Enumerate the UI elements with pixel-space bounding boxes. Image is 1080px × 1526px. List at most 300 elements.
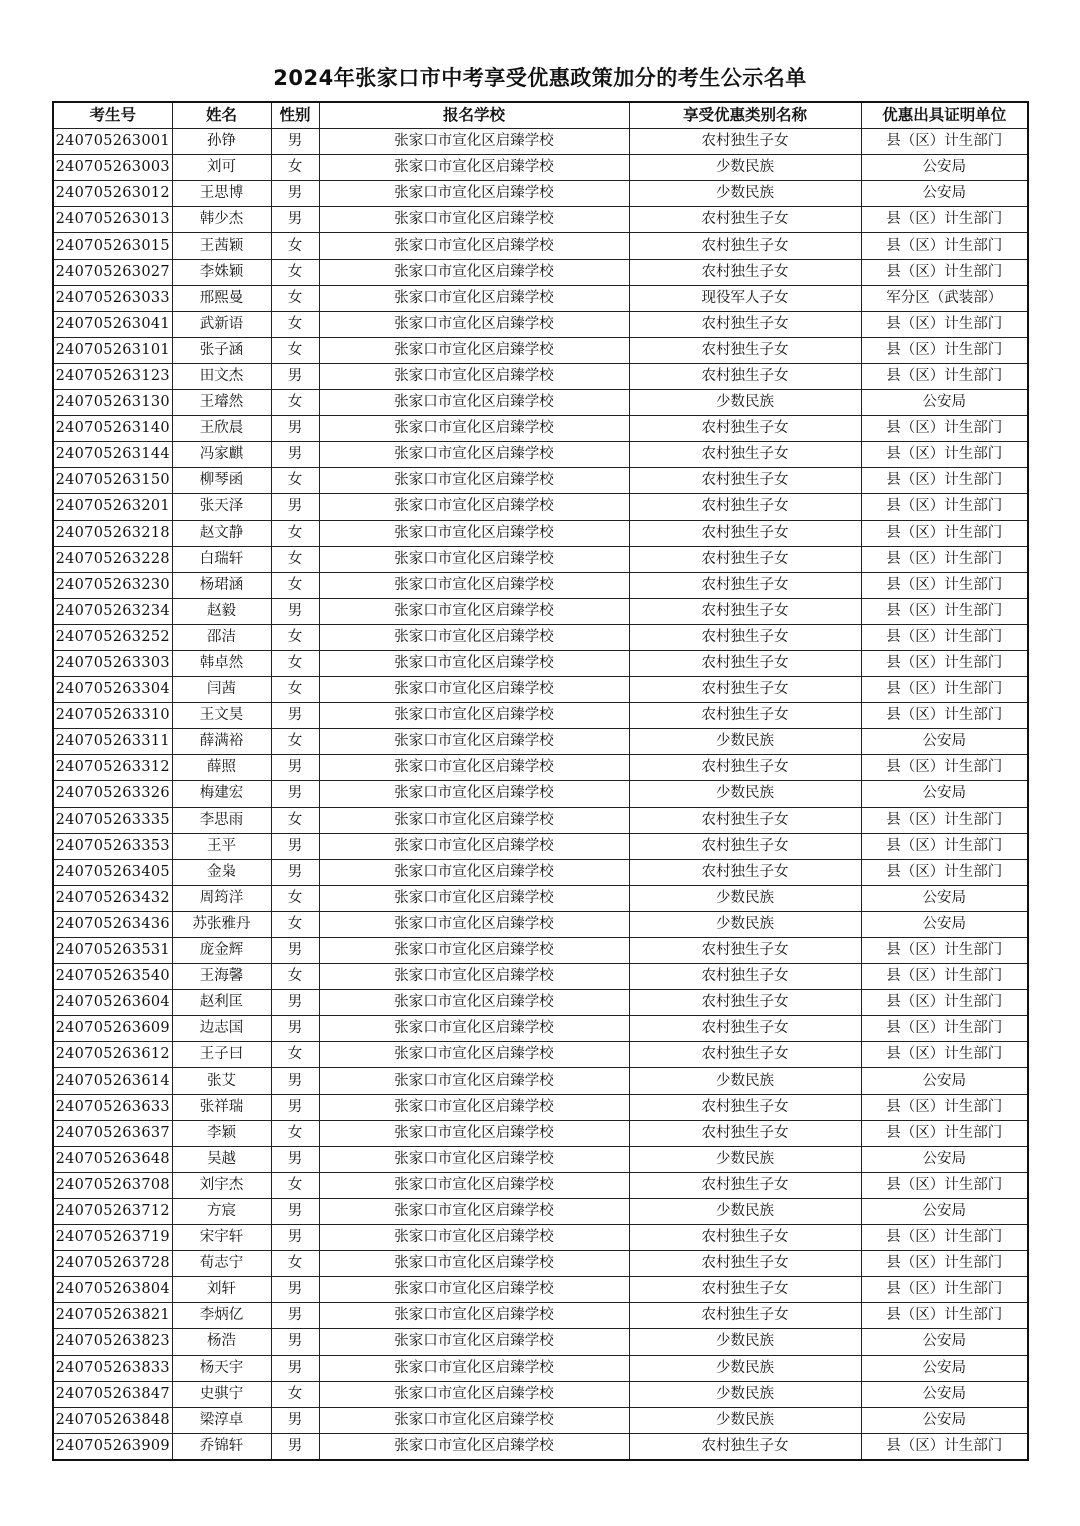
exam-id-cell: 240705263728 — [53, 1251, 172, 1277]
name-cell: 王平 — [172, 833, 271, 859]
school-cell: 张家口市宣化区启臻学校 — [319, 624, 629, 650]
school-cell: 张家口市宣化区启臻学校 — [319, 677, 629, 703]
school-cell: 张家口市宣化区启臻学校 — [319, 598, 629, 624]
policy-category-cell: 农村独生子女 — [629, 546, 861, 572]
certifying-unit-cell: 县（区）计生部门 — [861, 1277, 1028, 1303]
certifying-unit-cell: 县（区）计生部门 — [861, 755, 1028, 781]
gender-cell: 男 — [271, 1407, 319, 1433]
name-cell: 孙铮 — [172, 129, 271, 155]
name-cell: 刘宇杰 — [172, 1172, 271, 1198]
name-cell: 杨浩 — [172, 1329, 271, 1355]
school-cell: 张家口市宣化区启臻学校 — [319, 885, 629, 911]
exam-id-cell: 240705263012 — [53, 181, 172, 207]
name-cell: 梅建宏 — [172, 781, 271, 807]
page-title: 2024年张家口市中考享受优惠政策加分的考生公示名单 — [273, 66, 807, 90]
policy-category-cell: 农村独生子女 — [629, 1094, 861, 1120]
certifying-unit-cell: 县（区）计生部门 — [861, 207, 1028, 233]
policy-category-cell: 农村独生子女 — [629, 468, 861, 494]
exam-id-cell: 240705263804 — [53, 1277, 172, 1303]
name-cell: 李思雨 — [172, 807, 271, 833]
gender-cell: 男 — [271, 1198, 319, 1224]
certifying-unit-cell: 公安局 — [861, 155, 1028, 181]
table-row — [53, 990, 1028, 1016]
exam-id-cell: 240705263150 — [53, 468, 172, 494]
name-cell: 韩少杰 — [172, 207, 271, 233]
gender-cell: 男 — [271, 416, 319, 442]
school-cell: 张家口市宣化区启臻学校 — [319, 729, 629, 755]
name-cell: 李姝颖 — [172, 259, 271, 285]
header-policy-category: 享受优惠类别名称 — [629, 102, 861, 129]
name-cell: 方宸 — [172, 1198, 271, 1224]
gender-cell: 女 — [271, 259, 319, 285]
table-row — [53, 1120, 1028, 1146]
certifying-unit-cell: 县（区）计生部门 — [861, 1016, 1028, 1042]
gender-cell: 女 — [271, 911, 319, 937]
gender-cell: 男 — [271, 755, 319, 781]
policy-category-cell: 少数民族 — [629, 781, 861, 807]
gender-cell: 男 — [271, 363, 319, 389]
header-gender: 性别 — [271, 102, 319, 129]
certifying-unit-cell: 公安局 — [861, 1355, 1028, 1381]
table-row — [53, 624, 1028, 650]
school-cell: 张家口市宣化区启臻学校 — [319, 859, 629, 885]
table-row — [53, 1355, 1028, 1381]
school-cell: 张家口市宣化区启臻学校 — [319, 468, 629, 494]
school-cell: 张家口市宣化区启臻学校 — [319, 207, 629, 233]
exam-id-cell: 240705263027 — [53, 259, 172, 285]
name-cell: 王欣晨 — [172, 416, 271, 442]
gender-cell: 女 — [271, 624, 319, 650]
policy-category-cell: 农村独生子女 — [629, 703, 861, 729]
gender-cell: 男 — [271, 1355, 319, 1381]
certifying-unit-cell: 县（区）计生部门 — [861, 1094, 1028, 1120]
certifying-unit-cell: 公安局 — [861, 181, 1028, 207]
table-row — [53, 677, 1028, 703]
policy-category-cell: 农村独生子女 — [629, 859, 861, 885]
school-cell: 张家口市宣化区启臻学校 — [319, 363, 629, 389]
certifying-unit-cell: 公安局 — [861, 1407, 1028, 1433]
policy-category-cell: 农村独生子女 — [629, 990, 861, 1016]
exam-id-cell: 240705263123 — [53, 363, 172, 389]
certifying-unit-cell: 县（区）计生部门 — [861, 964, 1028, 990]
school-cell: 张家口市宣化区启臻学校 — [319, 1277, 629, 1303]
name-cell: 张子涵 — [172, 337, 271, 363]
certifying-unit-cell: 公安局 — [861, 911, 1028, 937]
certifying-unit-cell: 公安局 — [861, 1146, 1028, 1172]
policy-category-cell: 农村独生子女 — [629, 624, 861, 650]
exam-id-cell: 240705263335 — [53, 807, 172, 833]
exam-id-cell: 240705263353 — [53, 833, 172, 859]
certifying-unit-cell: 县（区）计生部门 — [861, 1303, 1028, 1329]
school-cell: 张家口市宣化区启臻学校 — [319, 964, 629, 990]
name-cell: 梁淳卓 — [172, 1407, 271, 1433]
certifying-unit-cell: 县（区）计生部门 — [861, 233, 1028, 259]
table-row — [53, 1329, 1028, 1355]
table-row — [53, 964, 1028, 990]
candidate-table — [52, 101, 1029, 1461]
table-row — [53, 572, 1028, 598]
table-row — [53, 833, 1028, 859]
name-cell: 史骐宁 — [172, 1381, 271, 1407]
school-cell: 张家口市宣化区启臻学校 — [319, 833, 629, 859]
school-cell: 张家口市宣化区启臻学校 — [319, 1355, 629, 1381]
name-cell: 冯家麒 — [172, 442, 271, 468]
gender-cell: 男 — [271, 703, 319, 729]
exam-id-cell: 240705263001 — [53, 129, 172, 155]
table-row — [53, 259, 1028, 285]
school-cell: 张家口市宣化区启臻学校 — [319, 233, 629, 259]
school-cell: 张家口市宣化区启臻学校 — [319, 1120, 629, 1146]
policy-category-cell: 农村独生子女 — [629, 1433, 861, 1460]
name-cell: 张艾 — [172, 1068, 271, 1094]
certifying-unit-cell: 公安局 — [861, 781, 1028, 807]
certifying-unit-cell: 县（区）计生部门 — [861, 494, 1028, 520]
policy-category-cell: 农村独生子女 — [629, 650, 861, 676]
gender-cell: 女 — [271, 729, 319, 755]
policy-category-cell: 少数民族 — [629, 155, 861, 181]
name-cell: 李炳亿 — [172, 1303, 271, 1329]
gender-cell: 男 — [271, 990, 319, 1016]
policy-category-cell: 农村独生子女 — [629, 833, 861, 859]
name-cell: 杨珺涵 — [172, 572, 271, 598]
policy-category-cell: 农村独生子女 — [629, 233, 861, 259]
name-cell: 周筠洋 — [172, 885, 271, 911]
policy-category-cell: 农村独生子女 — [629, 677, 861, 703]
policy-category-cell: 少数民族 — [629, 181, 861, 207]
gender-cell: 男 — [271, 781, 319, 807]
policy-category-cell: 农村独生子女 — [629, 1120, 861, 1146]
table-row — [53, 233, 1028, 259]
school-cell: 张家口市宣化区启臻学校 — [319, 259, 629, 285]
certifying-unit-cell: 县（区）计生部门 — [861, 311, 1028, 337]
certifying-unit-cell: 县（区）计生部门 — [861, 1433, 1028, 1460]
name-cell: 邵洁 — [172, 624, 271, 650]
school-cell: 张家口市宣化区启臻学校 — [319, 390, 629, 416]
exam-id-cell: 240705263140 — [53, 416, 172, 442]
name-cell: 李颖 — [172, 1120, 271, 1146]
school-cell: 张家口市宣化区启臻学校 — [319, 442, 629, 468]
table-row — [53, 911, 1028, 937]
exam-id-cell: 240705263312 — [53, 755, 172, 781]
school-cell: 张家口市宣化区启臻学校 — [319, 1016, 629, 1042]
gender-cell: 男 — [271, 1303, 319, 1329]
exam-id-cell: 240705263833 — [53, 1355, 172, 1381]
exam-id-cell: 240705263033 — [53, 285, 172, 311]
policy-category-cell: 农村独生子女 — [629, 416, 861, 442]
exam-id-cell: 240705263101 — [53, 337, 172, 363]
exam-id-cell: 240705263310 — [53, 703, 172, 729]
gender-cell: 男 — [271, 859, 319, 885]
school-cell: 张家口市宣化区启臻学校 — [319, 181, 629, 207]
certifying-unit-cell: 县（区）计生部门 — [861, 1042, 1028, 1068]
gender-cell: 男 — [271, 1277, 319, 1303]
table-row — [53, 1042, 1028, 1068]
certifying-unit-cell: 县（区）计生部门 — [861, 1120, 1028, 1146]
exam-id-cell: 240705263304 — [53, 677, 172, 703]
exam-id-cell: 240705263612 — [53, 1042, 172, 1068]
table-row — [53, 1016, 1028, 1042]
name-cell: 刘可 — [172, 155, 271, 181]
exam-id-cell: 240705263637 — [53, 1120, 172, 1146]
name-cell: 王文昊 — [172, 703, 271, 729]
school-cell: 张家口市宣化区启臻学校 — [319, 807, 629, 833]
policy-category-cell: 农村独生子女 — [629, 494, 861, 520]
policy-category-cell: 少数民族 — [629, 1407, 861, 1433]
header-name: 姓名 — [172, 102, 271, 129]
table-row — [53, 885, 1028, 911]
certifying-unit-cell: 县（区）计生部门 — [861, 129, 1028, 155]
gender-cell: 男 — [271, 494, 319, 520]
exam-id-cell: 240705263823 — [53, 1329, 172, 1355]
exam-id-cell: 240705263432 — [53, 885, 172, 911]
gender-cell: 男 — [271, 442, 319, 468]
policy-category-cell: 少数民族 — [629, 1068, 861, 1094]
exam-id-cell: 240705263848 — [53, 1407, 172, 1433]
school-cell: 张家口市宣化区启臻学校 — [319, 155, 629, 181]
school-cell: 张家口市宣化区启臻学校 — [319, 650, 629, 676]
policy-category-cell: 农村独生子女 — [629, 938, 861, 964]
policy-category-cell: 农村独生子女 — [629, 598, 861, 624]
exam-id-cell: 240705263847 — [53, 1381, 172, 1407]
name-cell: 张祥瑞 — [172, 1094, 271, 1120]
gender-cell: 女 — [271, 390, 319, 416]
table-row — [53, 1433, 1028, 1460]
certifying-unit-cell: 县（区）计生部门 — [861, 337, 1028, 363]
table-row — [53, 1225, 1028, 1251]
table-row — [53, 1172, 1028, 1198]
policy-category-cell: 农村独生子女 — [629, 337, 861, 363]
table-row — [53, 729, 1028, 755]
certifying-unit-cell: 县（区）计生部门 — [861, 677, 1028, 703]
header-school: 报名学校 — [319, 102, 629, 129]
policy-category-cell: 少数民族 — [629, 390, 861, 416]
certifying-unit-cell: 县（区）计生部门 — [861, 546, 1028, 572]
table-row — [53, 1094, 1028, 1120]
exam-id-cell: 240705263719 — [53, 1225, 172, 1251]
table-row — [53, 494, 1028, 520]
gender-cell: 男 — [271, 129, 319, 155]
name-cell: 韩卓然 — [172, 650, 271, 676]
certifying-unit-cell: 县（区）计生部门 — [861, 1225, 1028, 1251]
exam-id-cell: 240705263326 — [53, 781, 172, 807]
name-cell: 赵利匡 — [172, 990, 271, 1016]
gender-cell: 女 — [271, 1172, 319, 1198]
name-cell: 田文杰 — [172, 363, 271, 389]
name-cell: 苏张雅丹 — [172, 911, 271, 937]
header-exam-id: 考生号 — [53, 102, 172, 129]
school-cell: 张家口市宣化区启臻学校 — [319, 1146, 629, 1172]
table-body — [53, 129, 1028, 1460]
name-cell: 刘轩 — [172, 1277, 271, 1303]
policy-category-cell: 农村独生子女 — [629, 207, 861, 233]
gender-cell: 女 — [271, 964, 319, 990]
policy-category-cell: 少数民族 — [629, 1381, 861, 1407]
exam-id-cell: 240705263013 — [53, 207, 172, 233]
certifying-unit-cell: 公安局 — [861, 1381, 1028, 1407]
certifying-unit-cell: 公安局 — [861, 1198, 1028, 1224]
gender-cell: 女 — [271, 677, 319, 703]
certifying-unit-cell: 县（区）计生部门 — [861, 598, 1028, 624]
name-cell: 乔锦轩 — [172, 1433, 271, 1460]
name-cell: 赵文静 — [172, 520, 271, 546]
certifying-unit-cell: 县（区）计生部门 — [861, 703, 1028, 729]
table-row — [53, 859, 1028, 885]
exam-id-cell: 240705263531 — [53, 938, 172, 964]
gender-cell: 女 — [271, 1120, 319, 1146]
name-cell: 宋宇轩 — [172, 1225, 271, 1251]
policy-category-cell: 农村独生子女 — [629, 129, 861, 155]
name-cell: 王茜颖 — [172, 233, 271, 259]
gender-cell: 女 — [271, 1251, 319, 1277]
gender-cell: 男 — [271, 833, 319, 859]
certifying-unit-cell: 公安局 — [861, 885, 1028, 911]
exam-id-cell: 240705263712 — [53, 1198, 172, 1224]
exam-id-cell: 240705263144 — [53, 442, 172, 468]
table-row — [53, 755, 1028, 781]
gender-cell: 女 — [271, 572, 319, 598]
exam-id-cell: 240705263234 — [53, 598, 172, 624]
certifying-unit-cell: 县（区）计生部门 — [861, 624, 1028, 650]
school-cell: 张家口市宣化区启臻学校 — [319, 1042, 629, 1068]
table-row — [53, 1198, 1028, 1224]
gender-cell: 女 — [271, 1381, 319, 1407]
policy-category-cell: 农村独生子女 — [629, 363, 861, 389]
table-row — [53, 468, 1028, 494]
table-row — [53, 416, 1028, 442]
school-cell: 张家口市宣化区启臻学校 — [319, 1094, 629, 1120]
exam-id-cell: 240705263708 — [53, 1172, 172, 1198]
school-cell: 张家口市宣化区启臻学校 — [319, 1225, 629, 1251]
exam-id-cell: 240705263015 — [53, 233, 172, 259]
school-cell: 张家口市宣化区启臻学校 — [319, 1198, 629, 1224]
policy-category-cell: 少数民族 — [629, 729, 861, 755]
gender-cell: 男 — [271, 207, 319, 233]
exam-id-cell: 240705263041 — [53, 311, 172, 337]
school-cell: 张家口市宣化区启臻学校 — [319, 938, 629, 964]
gender-cell: 女 — [271, 885, 319, 911]
exam-id-cell: 240705263405 — [53, 859, 172, 885]
school-cell: 张家口市宣化区启臻学校 — [319, 1329, 629, 1355]
certifying-unit-cell: 县（区）计生部门 — [861, 259, 1028, 285]
exam-id-cell: 240705263648 — [53, 1146, 172, 1172]
table-row — [53, 442, 1028, 468]
certifying-unit-cell: 县（区）计生部门 — [861, 416, 1028, 442]
gender-cell: 女 — [271, 233, 319, 259]
table-row — [53, 520, 1028, 546]
certifying-unit-cell: 公安局 — [861, 1329, 1028, 1355]
gender-cell: 男 — [271, 1146, 319, 1172]
gender-cell: 女 — [271, 155, 319, 181]
policy-category-cell: 少数民族 — [629, 1355, 861, 1381]
policy-category-cell: 农村独生子女 — [629, 1016, 861, 1042]
table-row — [53, 781, 1028, 807]
certifying-unit-cell: 县（区）计生部门 — [861, 859, 1028, 885]
gender-cell: 男 — [271, 598, 319, 624]
gender-cell: 女 — [271, 468, 319, 494]
name-cell: 王子曰 — [172, 1042, 271, 1068]
table-row — [53, 181, 1028, 207]
school-cell: 张家口市宣化区启臻学校 — [319, 755, 629, 781]
gender-cell: 女 — [271, 807, 319, 833]
school-cell: 张家口市宣化区启臻学校 — [319, 911, 629, 937]
table-row — [53, 938, 1028, 964]
exam-id-cell: 240705263201 — [53, 494, 172, 520]
exam-id-cell: 240705263218 — [53, 520, 172, 546]
policy-category-cell: 少数民族 — [629, 1198, 861, 1224]
certifying-unit-cell: 县（区）计生部门 — [861, 442, 1028, 468]
gender-cell: 男 — [271, 938, 319, 964]
school-cell: 张家口市宣化区启臻学校 — [319, 337, 629, 363]
school-cell: 张家口市宣化区启臻学校 — [319, 990, 629, 1016]
name-cell: 王璿然 — [172, 390, 271, 416]
certifying-unit-cell: 县（区）计生部门 — [861, 938, 1028, 964]
certifying-unit-cell: 军分区（武装部） — [861, 285, 1028, 311]
policy-category-cell: 农村独生子女 — [629, 1225, 861, 1251]
exam-id-cell: 240705263230 — [53, 572, 172, 598]
school-cell: 张家口市宣化区启臻学校 — [319, 416, 629, 442]
table-row — [53, 650, 1028, 676]
certifying-unit-cell: 县（区）计生部门 — [861, 363, 1028, 389]
gender-cell: 女 — [271, 546, 319, 572]
exam-id-cell: 240705263252 — [53, 624, 172, 650]
school-cell: 张家口市宣化区启臻学校 — [319, 285, 629, 311]
table-row — [53, 703, 1028, 729]
policy-category-cell: 农村独生子女 — [629, 572, 861, 598]
policy-category-cell: 少数民族 — [629, 885, 861, 911]
table-row — [53, 337, 1028, 363]
school-cell: 张家口市宣化区启臻学校 — [319, 520, 629, 546]
table-row — [53, 1407, 1028, 1433]
certifying-unit-cell: 公安局 — [861, 729, 1028, 755]
school-cell: 张家口市宣化区启臻学校 — [319, 572, 629, 598]
certifying-unit-cell: 县（区）计生部门 — [861, 1172, 1028, 1198]
certifying-unit-cell: 县（区）计生部门 — [861, 1251, 1028, 1277]
policy-category-cell: 农村独生子女 — [629, 442, 861, 468]
school-cell: 张家口市宣化区启臻学校 — [319, 1172, 629, 1198]
school-cell: 张家口市宣化区启臻学校 — [319, 781, 629, 807]
table-row — [53, 390, 1028, 416]
policy-category-cell: 少数民族 — [629, 1329, 861, 1355]
gender-cell: 男 — [271, 181, 319, 207]
exam-id-cell: 240705263130 — [53, 390, 172, 416]
table-row — [53, 363, 1028, 389]
name-cell: 王思博 — [172, 181, 271, 207]
policy-category-cell: 农村独生子女 — [629, 1251, 861, 1277]
table-row — [53, 129, 1028, 155]
exam-id-cell: 240705263303 — [53, 650, 172, 676]
school-cell: 张家口市宣化区启臻学校 — [319, 1407, 629, 1433]
gender-cell: 男 — [271, 1094, 319, 1120]
table-row — [53, 1381, 1028, 1407]
certifying-unit-cell: 县（区）计生部门 — [861, 807, 1028, 833]
policy-category-cell: 农村独生子女 — [629, 1277, 861, 1303]
name-cell: 邢熙曼 — [172, 285, 271, 311]
gender-cell: 女 — [271, 337, 319, 363]
name-cell: 白瑞轩 — [172, 546, 271, 572]
name-cell: 武新语 — [172, 311, 271, 337]
table-row — [53, 807, 1028, 833]
school-cell: 张家口市宣化区启臻学校 — [319, 1068, 629, 1094]
school-cell: 张家口市宣化区启臻学校 — [319, 129, 629, 155]
school-cell: 张家口市宣化区启臻学校 — [319, 494, 629, 520]
exam-id-cell: 240705263003 — [53, 155, 172, 181]
exam-id-cell: 240705263614 — [53, 1068, 172, 1094]
name-cell: 杨天宇 — [172, 1355, 271, 1381]
table-row — [53, 311, 1028, 337]
name-cell: 薛照 — [172, 755, 271, 781]
policy-category-cell: 农村独生子女 — [629, 259, 861, 285]
school-cell: 张家口市宣化区启臻学校 — [319, 311, 629, 337]
